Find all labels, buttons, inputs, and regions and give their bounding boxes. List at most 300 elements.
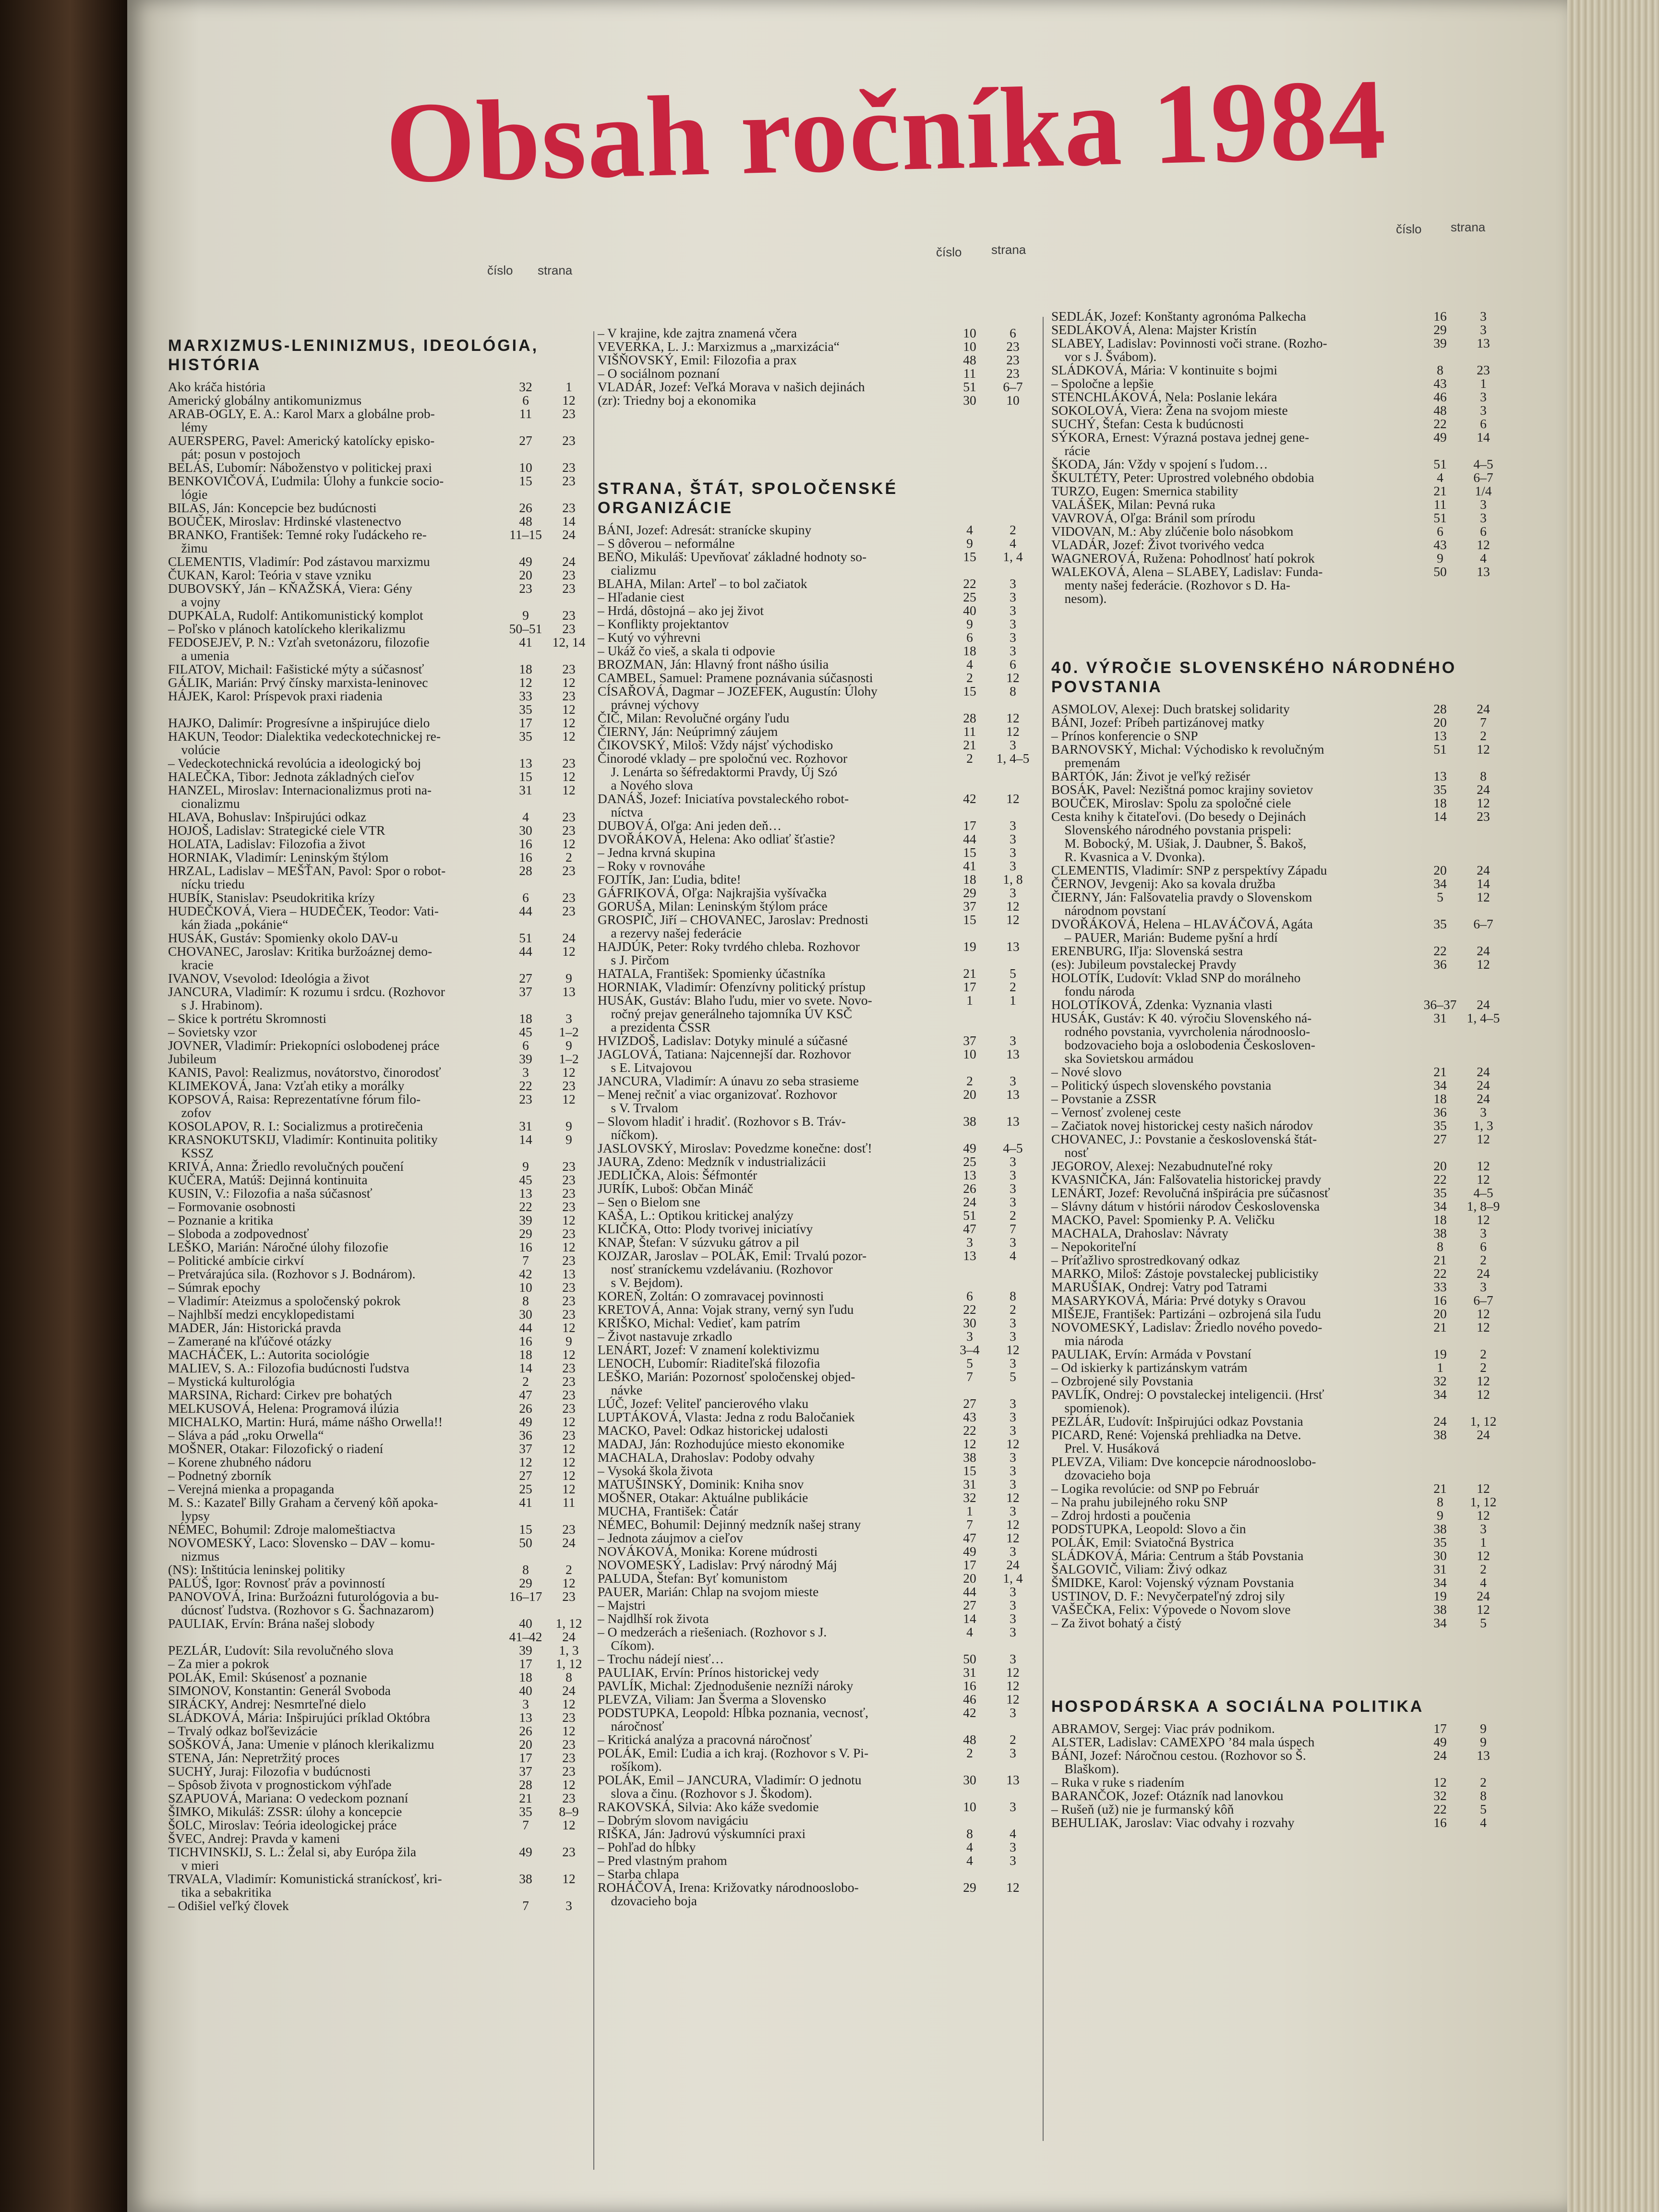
entry-page-number: 24 <box>562 1683 576 1698</box>
entry-page-number: 9 <box>565 1118 572 1133</box>
toc-entry <box>1051 917 1505 944</box>
entry-issue-number: 18 <box>519 661 532 676</box>
toc-entry <box>1051 1213 1505 1226</box>
entry-page-number: 1, 12 <box>1470 1494 1497 1509</box>
entry-title: HUSÁK, Gustáv: K 40. výročiu Slovenského ná- rodného povstania, vyvrcholenia národnooslo- bodzovacieho boja a oslobodenia Českosloven- ska Sovietskou armádou <box>1051 1010 1315 1066</box>
entry-title: – S dôverou – neformálne <box>598 536 735 551</box>
entry-title: PAULIAK, Ervín: Prínos historickej vedy <box>598 1665 819 1680</box>
entry-issue-number: 15 <box>519 473 532 488</box>
entry-page-number: 1, 4 <box>1003 1571 1023 1586</box>
entry-issue-number: 11 <box>519 406 532 421</box>
entry-page-number: 24 <box>1477 1064 1490 1079</box>
entry-issue-number: 16 <box>519 850 532 865</box>
entry-title: – Menej rečniť a viac organizovať. Rozhovor s V. Trvalom <box>598 1087 837 1115</box>
entry-issue-number: 39 <box>519 1051 532 1066</box>
toc-entry <box>168 515 590 528</box>
entry-page-number: 24 <box>1477 997 1490 1012</box>
entry-title: HOLOTÍK, Ľudovít: Vklad SNP do morálneho fondu národa <box>1051 970 1301 998</box>
entry-title: BEHULIAK, Jaroslav: Viac odvahy i rozvahy <box>1051 1815 1295 1830</box>
entry-title: PICARD, René: Vojenská prehliadka na Detve. Prel. V. Husáková <box>1051 1427 1301 1455</box>
entry-title: KANIS, Pavol: Realizmus, novátorstvo, činorodosť <box>168 1065 441 1080</box>
entry-issue-number: 37 <box>519 1441 532 1456</box>
entry-title: NÉMEC, Bohumil: Dejinný medzník našej strany <box>598 1517 861 1532</box>
toc-entry <box>1051 471 1505 484</box>
toc-entry <box>168 1845 590 1872</box>
page-edge <box>1567 0 1659 2212</box>
entry-page-number: 12 <box>1477 1172 1490 1187</box>
entry-issue-number: 13 <box>519 1186 532 1201</box>
entry-issue-number: 49 <box>1433 1734 1447 1749</box>
entry-title: BARNOVSKÝ, Michal: Východisko k revolučným premenám <box>1051 742 1324 770</box>
entry-issue-number: 17 <box>963 979 976 994</box>
entry-title: SEDLÁKOVÁ, Alena: Majster Kristín <box>1051 322 1257 337</box>
entry-page-number: 4–5 <box>1473 1185 1493 1200</box>
entry-title: ŠVEC, Andrej: Pravda v kameni <box>168 1831 340 1846</box>
entry-title: KOPSOVÁ, Raisa: Reprezentatívne fórum filo- zofov <box>168 1092 421 1120</box>
toc-entry <box>168 1227 590 1240</box>
toc-entry <box>598 1357 1034 1370</box>
entry-page-number: 12 <box>1477 1508 1490 1523</box>
column-divider-1 <box>593 331 594 2170</box>
entry-title: – Poľsko v plánoch katolíckeho klerikalizmu <box>168 621 406 636</box>
entry-issue-number: 45 <box>519 1024 532 1039</box>
entry-page-number: 6 <box>1480 416 1487 431</box>
entry-title: ASMOLOV, Alexej: Duch bratskej solidarity <box>1051 701 1290 716</box>
toc-entry <box>1051 1563 1505 1576</box>
entry-issue-number: 35 <box>1433 1535 1447 1550</box>
entry-issue-number: 44 <box>519 944 532 959</box>
entry-title: ŠKULTÉTY, Peter: Uprostred volebného obdobia <box>1051 470 1314 485</box>
toc-entry <box>168 703 590 716</box>
entry-title: LEŠKO, Marián: Náročné úlohy filozofie <box>168 1239 388 1254</box>
toc-entry <box>598 725 1034 738</box>
toc-entry <box>1051 864 1505 877</box>
entry-page-number: 4 <box>1010 536 1016 551</box>
entry-title: BILAS, Ján: Koncepcie bez budúcnosti <box>168 500 377 515</box>
entry-issue-number: 12 <box>519 675 532 690</box>
entry-page-number: 1, 12 <box>555 1616 582 1631</box>
entry-title: JEGOROV, Alexej: Nezabudnuteľné roky <box>1051 1158 1273 1173</box>
entry-page-number: 12 <box>562 1455 576 1469</box>
entry-page-number: 12 <box>562 782 576 797</box>
entry-issue-number: 45 <box>519 1172 532 1187</box>
entry-issue-number: 18 <box>519 1347 532 1362</box>
entry-title: HRZAL, Ladislav – MEŠŤAN, Pavol: Spor o robot- nícku triedu <box>168 863 446 891</box>
entry-issue-number: 43 <box>963 1409 976 1424</box>
toc-entry <box>168 1576 590 1590</box>
entry-title: HVIZDOŠ, Ladislav: Dotyky minulé a súčasné <box>598 1033 848 1048</box>
entry-title: DUBOVÁ, Oľga: Ani jeden deň… <box>598 818 782 833</box>
toc-entry <box>168 972 590 985</box>
entry-page-number: 4 <box>1010 1826 1016 1841</box>
entry-issue-number: 50 <box>963 1651 976 1666</box>
entry-page-number: 23 <box>562 473 576 488</box>
entry-page-number <box>991 1867 1034 1881</box>
entry-title: MARSINA, Richard: Cirkev pre bohatých <box>168 1387 392 1402</box>
entry-page-number: 23 <box>562 661 576 676</box>
toc-entry <box>168 1415 590 1429</box>
entry-issue-number: 34 <box>1433 1199 1447 1214</box>
entry-page-number: 6–7 <box>1473 916 1493 931</box>
entry-title: – Skice k portrétu Skromnosti <box>168 1011 326 1026</box>
entry-title: BRANKO, František: Temné roky ľudáckeho re- žimu <box>168 527 427 555</box>
entry-title: DANÁŠ, Jozef: Iniciatíva povstaleckého robot- níctva <box>598 791 849 819</box>
entry-issue-number: 23 <box>519 581 532 596</box>
entry-title: NOVOMESKÝ, Ladislav: Žriedlo nového povedo- mia národa <box>1051 1320 1322 1348</box>
toc-entry <box>168 1012 590 1025</box>
entry-page-number: 23 <box>562 756 576 770</box>
entry-issue-number: 6 <box>522 393 529 408</box>
entry-issue-number: 10 <box>963 1046 976 1061</box>
entry-issue-number: 49 <box>519 1414 532 1429</box>
entry-issue-number: 42 <box>519 1266 532 1281</box>
entry-page-number: 3 <box>1010 1839 1016 1854</box>
entry-title: ROHÁČOVÁ, Irena: Križovatky národnooslobo- dzovacieho boja <box>598 1880 859 1908</box>
toc-entry <box>168 1240 590 1254</box>
entry-page-number: 23 <box>562 1750 576 1765</box>
toc-entry <box>1051 552 1505 565</box>
entry-issue-number: 48 <box>963 352 976 367</box>
entry-title: – Konflikty projektantov <box>598 616 729 631</box>
entry-page-number: 12 <box>562 1777 576 1792</box>
entry-title: SLABEY, Ladislav: Povinnosti voči strane. (Rozho- vor s J. Švábom). <box>1051 336 1327 364</box>
entry-title: HORNIAK, Vladimír: Leninským štýlom <box>168 850 389 865</box>
entry-title: JURÍK, Luboš: Občan Mináč <box>598 1181 753 1196</box>
toc-entry <box>1051 729 1505 743</box>
toc-entry <box>1051 1119 1505 1132</box>
entry-page-number: 23 <box>562 1589 576 1604</box>
toc-entry <box>598 671 1034 685</box>
toc-entry <box>1051 1428 1505 1455</box>
entry-title: VAVROVÁ, Oľga: Bránil som prírodu <box>1051 510 1255 525</box>
entry-title: PANOVOVÁ, Irina: Buržoázni futurológovia a bu- dúcnosť ľudstva. (Rozhovor s G. Šachnazarom) <box>168 1589 439 1617</box>
toc-entry <box>168 1025 590 1039</box>
entry-title: – Vladimír: Ateizmus a spoločenský pokrok <box>168 1293 401 1308</box>
entry-issue-number: 16 <box>519 836 532 851</box>
entry-issue-number: 3 <box>522 1065 529 1080</box>
entry-page-number: 3 <box>1010 1235 1016 1250</box>
entry-page-number: 3 <box>1010 1477 1016 1491</box>
entry-title: – Prínos konferencie o SNP <box>1051 728 1198 743</box>
toc-entry <box>598 1531 1034 1545</box>
entry-title: DVOŘÁKOVÁ, Helena: Ako odliať šťastie? <box>598 831 835 846</box>
entry-page-number: 3 <box>1010 1409 1016 1424</box>
entry-title: – Vedeckotechnická revolúcia a ideologický boj <box>168 756 421 770</box>
entry-title: JANCURA, Vladimír: K rozumu i srdcu. (Rozhovor s J. Hrabinom). <box>168 984 445 1012</box>
entry-issue-number <box>948 1867 991 1881</box>
entry-title: POLÁK, Emil – JANCURA, Vladimír: O jednotu slova a činu. (Rozhovor s J. Škodom). <box>598 1772 862 1801</box>
entry-page-number: 3 <box>1010 1154 1016 1169</box>
entry-title: KRIŠKO, Michal: Vedieť, kam patrím <box>598 1315 801 1330</box>
toc-entry <box>1051 1186 1505 1200</box>
entry-page-number: 3 <box>1480 389 1487 404</box>
entry-issue-number: 20 <box>519 567 532 582</box>
entry-page-number: 8 <box>1480 769 1487 783</box>
toc-entry <box>168 810 590 824</box>
toc-entry <box>168 891 590 904</box>
entry-issue-number: 20 <box>1433 1306 1447 1321</box>
toc-entry <box>168 1254 590 1267</box>
toc-entry <box>598 537 1034 550</box>
entry-title: – Za život bohatý a čistý <box>1051 1615 1182 1630</box>
entry-page-number: 3 <box>1010 831 1016 846</box>
entry-issue-number: 4 <box>522 809 529 824</box>
entry-issue-number: 29 <box>1433 322 1447 337</box>
entry-issue-number: 2 <box>966 670 973 685</box>
toc-entry <box>1051 363 1505 377</box>
toc-entry <box>168 1791 590 1805</box>
entry-page-number: 3 <box>1010 1853 1016 1868</box>
entry-title: ČUKAN, Karol: Teória v stave vzniku <box>168 567 372 582</box>
toc-entry <box>598 1209 1034 1222</box>
entry-issue-number: 44 <box>519 903 532 918</box>
toc-entry <box>168 662 590 676</box>
entry-page-number: 12 <box>1006 724 1020 739</box>
entry-issue-number: 24 <box>1433 1748 1447 1763</box>
entry-title: – Trvalý odkaz boľševizácie <box>168 1723 318 1738</box>
toc-entry <box>1051 1789 1505 1803</box>
toc-entry <box>1051 1415 1505 1428</box>
entry-title: – Pretvárajúca sila. (Rozhovor s J. Bodnárom). <box>168 1266 416 1281</box>
toc-entry <box>598 1115 1034 1142</box>
entry-title: – Roky v rovnováhe <box>598 858 705 873</box>
column-1 <box>168 0 590 2212</box>
toc-entry <box>598 980 1034 994</box>
entry-page-number: 12 <box>1006 899 1020 914</box>
entry-page-number: 12 <box>1477 957 1490 972</box>
entry-issue-number: 41 <box>519 635 532 649</box>
entry-page-number: 12 <box>1477 1320 1490 1334</box>
entry-issue-number: 20 <box>519 1737 532 1752</box>
entry-page-number: 12 <box>1006 710 1020 725</box>
entry-issue-number: 12 <box>519 1455 532 1469</box>
toc-entry <box>598 1585 1034 1599</box>
entry-issue-number: 4 <box>966 1624 973 1639</box>
entry-page-number: 2 <box>1480 728 1487 743</box>
entry-page-number: 6–7 <box>1473 1293 1493 1308</box>
toc-entry <box>1051 498 1505 511</box>
entry-title: – Sovietsky vzor <box>168 1024 257 1039</box>
entry-page-number: 9 <box>565 971 572 986</box>
toc-entry <box>168 716 590 730</box>
toc-entry <box>1051 769 1505 783</box>
toc-entry <box>598 340 1034 353</box>
entry-issue-number: 15 <box>963 684 976 698</box>
entry-page-number: 12 <box>562 769 576 784</box>
toc-entry <box>1051 796 1505 810</box>
entry-page-number: 3 <box>1480 497 1487 512</box>
entry-page-number <box>1462 1455 1505 1482</box>
toc-entry <box>168 1052 590 1066</box>
entry-page-number: 12, 14 <box>552 635 586 649</box>
toc-entry <box>168 689 590 703</box>
entry-issue-number: 31 <box>963 1477 976 1491</box>
entry-title: KRASNOKUTSKIJ, Vladimír: Kontinuita politiky KSSZ <box>168 1132 438 1160</box>
entry-issue-number: 11 <box>1433 497 1447 512</box>
entry-issue-number: 10 <box>963 339 976 354</box>
entry-title: – Pohľad do hĺbky <box>598 1839 696 1854</box>
entry-title <box>168 1630 504 1644</box>
toc-entry <box>168 1805 590 1818</box>
entry-page-number: 12 <box>562 1696 576 1711</box>
toc-entry <box>1051 1374 1505 1388</box>
entry-issue-number: 18 <box>1433 795 1447 810</box>
toc-entry <box>1051 565 1505 605</box>
entry-issue-number: 27 <box>519 1468 532 1483</box>
toc-entry <box>168 1657 590 1671</box>
entry-page-number: 23 <box>562 581 576 596</box>
entry-page-number: 3 <box>1010 1329 1016 1344</box>
entry-title: – Od iskierky k partizánskym vatrám <box>1051 1360 1248 1375</box>
entry-issue-number: 12 <box>1433 1775 1447 1790</box>
entry-issue-number: 11–15 <box>509 527 542 542</box>
entry-title: BOUČEK, Miroslav: Spolu za spoločné ciele <box>1051 795 1291 810</box>
entry-page-number: 23 <box>562 567 576 582</box>
toc-section <box>598 326 1034 407</box>
entry-title: – Kutý vo výhrevni <box>598 630 701 645</box>
entry-title: HOLATA, Ladislav: Filozofia a život <box>168 836 365 851</box>
entry-issue-number: 51 <box>1433 510 1447 525</box>
entry-issue-number: 15 <box>519 1522 532 1537</box>
toc-entry <box>1051 1253 1505 1267</box>
entry-issue-number: 38 <box>963 1450 976 1465</box>
entry-page-number: 24 <box>1006 1557 1020 1572</box>
toc-entry <box>598 886 1034 900</box>
entry-page-number: 3 <box>1480 309 1487 324</box>
entry-page-number: 24 <box>1477 1427 1490 1442</box>
entry-page-number: 23 <box>562 1844 576 1859</box>
entry-page-number: 1 <box>565 379 572 394</box>
toc-entry <box>168 1590 590 1617</box>
toc-entry <box>1051 1616 1505 1630</box>
entry-title: Činorodé vklady – pre spoločnú vec. Rozhovor J. Lenárta so šéfredaktormi Pravdy, Új Szó a Nového slova <box>598 751 848 793</box>
entry-issue-number: 37 <box>519 1764 532 1779</box>
toc-entry <box>598 1289 1034 1303</box>
toc-entry <box>598 1746 1034 1773</box>
entry-page-number: 3 <box>1010 1624 1016 1639</box>
entry-title: ŠKODA, Ján: Vždy v spojení s ľudom… <box>1051 457 1268 471</box>
entry-issue-number: 44 <box>519 1320 532 1335</box>
toc-entry <box>168 1496 590 1523</box>
entry-page-number: 23 <box>562 863 576 878</box>
toc-entry <box>598 1464 1034 1478</box>
toc-entry <box>168 1267 590 1281</box>
toc-entry <box>168 609 590 622</box>
entry-issue-number: 41 <box>963 858 976 873</box>
entry-title: HLAVA, Bohuslav: Inšpirujúci odkaz <box>168 809 366 824</box>
entry-page-number: 24 <box>1477 1078 1490 1093</box>
toc-entry <box>168 1294 590 1308</box>
entry-page-number: 6 <box>1010 657 1016 672</box>
entry-issue-number: 36 <box>1433 1105 1447 1119</box>
toc-entry <box>598 1155 1034 1168</box>
toc-entry <box>168 931 590 945</box>
entry-page-number: 8 <box>1010 1288 1016 1303</box>
toc-entry <box>598 1478 1034 1491</box>
entry-issue-number: 38 <box>1433 1427 1447 1442</box>
toc-entry <box>168 380 590 394</box>
toc-entry <box>168 1832 590 1845</box>
entry-issue-number <box>1419 1455 1462 1482</box>
entry-title: PAULIAK, Ervín: Armáda v Povstaní <box>1051 1346 1251 1361</box>
entry-page-number: 23 <box>562 809 576 824</box>
entry-page-number: 8 <box>1480 1788 1487 1803</box>
entry-title: – Ukáž čo vieš, a skala ti odpovie <box>598 643 775 658</box>
toc-entry <box>598 644 1034 658</box>
toc-entry <box>598 711 1034 725</box>
entry-title: BENKOVIČOVÁ, Ľudmila: Úlohy a funkcie socio- lógie <box>168 473 444 502</box>
entry-issue-number: 9 <box>1437 1508 1443 1523</box>
entry-issue-number: 17 <box>519 1656 532 1671</box>
entry-issue-number: 49 <box>519 554 532 569</box>
toc-entry <box>1051 1776 1505 1789</box>
entry-page-number: 12 <box>1477 1602 1490 1617</box>
entry-title: – Rušeň (už) nie je furmanský kôň <box>1051 1802 1234 1816</box>
entry-issue-number: 17 <box>519 1750 532 1765</box>
entry-issue-number: 22 <box>1433 943 1447 958</box>
toc-entry <box>598 1733 1034 1746</box>
entry-issue-number: 3–4 <box>960 1342 980 1357</box>
entry-issue-number: 18 <box>1433 1091 1447 1106</box>
entry-page-number: 12 <box>562 1871 576 1886</box>
entry-issue-number: 26 <box>519 500 532 515</box>
entry-issue-number: 35 <box>1433 916 1447 931</box>
entry-page-number: 3 <box>1010 1598 1016 1612</box>
entry-page-number: 12 <box>562 702 576 717</box>
toc-entry <box>168 1738 590 1751</box>
toc-entry <box>168 1281 590 1294</box>
entry-title: KOJZAR, Jaroslav – POLÁK, Emil: Trvalú pozor- nosť straníckemu vzdelávaniu. (Rozhovor s V. Bejdom). <box>598 1248 867 1290</box>
entry-title: JASLOVSKÝ, Miroslav: Povedzme konečne: dosť! <box>598 1141 872 1155</box>
toc-entry <box>598 859 1034 873</box>
entry-page-number: 23 <box>562 1307 576 1322</box>
toc-entry <box>1051 1722 1505 1735</box>
entry-title: – Za mier a pokrok <box>168 1656 269 1671</box>
entry-issue-number: 30 <box>963 1772 976 1787</box>
entry-issue-number: 22 <box>1433 1802 1447 1816</box>
section-title: MARXIZMUS-LENINIZMUS, IDEOLÓGIA, HISTÓRIA <box>168 337 539 374</box>
toc-entry <box>1051 1589 1505 1603</box>
entry-page-number: 2 <box>1480 1360 1487 1375</box>
toc-entry <box>1051 890 1505 917</box>
toc-entry <box>1051 1200 1505 1213</box>
entry-issue-number: 1 <box>1437 1360 1443 1375</box>
toc-entry <box>1051 1522 1505 1536</box>
entry-issue-number: 32 <box>1433 1788 1447 1803</box>
entry-issue-number: 28 <box>519 863 532 878</box>
col3-header-strana: strana <box>1451 220 1486 234</box>
entry-page-number: 3 <box>1010 1033 1016 1048</box>
entry-page-number: 23 <box>562 688 576 703</box>
toc-entry <box>598 1693 1034 1706</box>
entry-issue-number: 41 <box>519 1495 532 1510</box>
entry-issue-number: 38 <box>1433 1602 1447 1617</box>
entry-title: STENA, Ján: Nepretržitý proces <box>168 1750 340 1765</box>
toc-entry <box>598 353 1034 367</box>
toc-entry <box>168 1334 590 1348</box>
entry-issue-number: 51 <box>963 1208 976 1223</box>
entry-title: POLÁK, Emil: Ľudia a ich kraj. (Rozhovor s V. Pi- rošíkom). <box>598 1745 869 1774</box>
entry-page-number: 23 <box>562 890 576 905</box>
entry-issue-number: 39 <box>1433 336 1447 350</box>
entry-title: CHOVANEC, Jaroslav: Kritika buržoáznej demo- kracie <box>168 944 433 972</box>
toc-entry <box>1051 1495 1505 1509</box>
entry-title: – Sloboda a zodpovednosť <box>168 1226 309 1241</box>
entry-page-number: 12 <box>1477 742 1490 757</box>
entry-title: – Sen o Bielom sne <box>598 1194 700 1209</box>
entry-page-number: 3 <box>1010 1181 1016 1196</box>
toc-entry <box>598 1881 1034 1908</box>
